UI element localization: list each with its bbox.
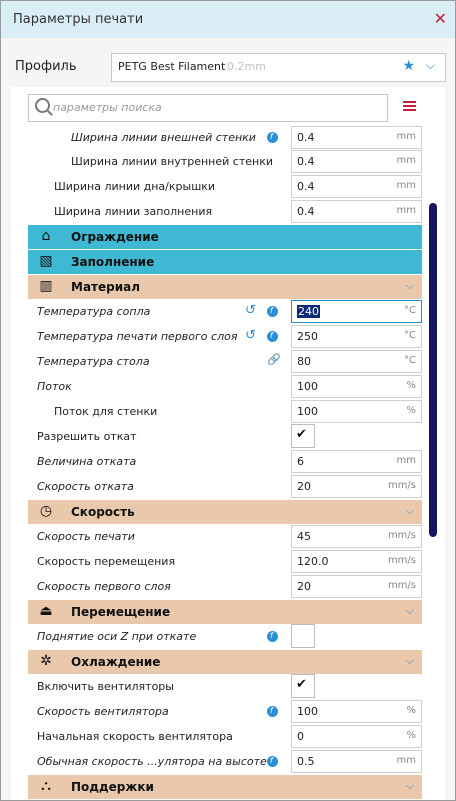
list-item [28,749,422,774]
formula-icon[interactable]: f [267,756,278,767]
search-input[interactable] [28,94,388,122]
profile-select[interactable] [111,53,446,82]
profile-name: PETG Best Filament [118,60,226,73]
setting-label: Температура печати первого слоя [37,330,238,343]
list-item [28,699,422,724]
setting-input[interactable]: 0.4 mm [291,200,422,223]
list-item [28,374,422,399]
settings-panel [11,87,445,800]
setting-label: Скорость первого слоя [37,580,171,593]
travel-icon: ⏏ [39,603,53,619]
list-item [28,349,422,374]
reset-icon[interactable]: ↺ [245,328,256,343]
chevron-down-icon[interactable]: ⌵ [405,279,414,292]
check-icon: ✔ [296,427,307,442]
setting-label: Поток [37,380,72,393]
setting-input[interactable]: 100 % [291,375,422,398]
list-item [28,324,422,349]
chevron-down-icon[interactable]: ⌵ [425,58,435,72]
star-icon[interactable]: ★ [402,58,415,74]
setting-label: Поднятие оси Z при откате [37,630,197,643]
nozzle-temp-input[interactable]: 240 °C [291,300,422,323]
list-item [28,724,422,749]
section-material[interactable] [28,275,422,299]
setting-label: Скорость перемещения [37,555,176,568]
speed-icon: ◷ [39,503,53,519]
section-title: Материал [71,280,141,294]
setting-input[interactable]: 0.5 mm [291,750,422,773]
section-infill[interactable] [28,250,422,274]
setting-label: Скорость отката [37,480,134,493]
section-title: Охлаждение [71,655,161,669]
setting-input[interactable]: 0.4 mm [291,150,422,173]
setting-label: Ширина линии дна/крышки [54,180,216,193]
chevron-down-icon[interactable]: ⌵ [405,604,414,617]
section-title: Ограждение [71,230,159,244]
list-item [28,549,422,574]
section-travel[interactable] [28,600,422,624]
list-item [28,674,422,699]
list-item [28,574,422,599]
list-item [28,624,422,649]
setting-label: Ширина линии заполнения [54,205,213,218]
window-title: Параметры печати [13,12,144,27]
close-icon[interactable]: ✕ [433,9,447,28]
setting-label: Температура стола [37,355,150,368]
search-placeholder: параметры поиска [53,101,162,114]
setting-label: Включить вентиляторы [37,680,174,693]
list-item [28,199,422,224]
section-speed[interactable] [28,500,422,524]
list-item [28,174,422,199]
list-item [28,299,422,324]
setting-label: Ширина линии внешней стенки [71,131,256,144]
section-title: Заполнение [71,255,155,269]
section-supports[interactable] [28,775,422,799]
section-walls[interactable] [28,225,422,249]
setting-label: Обычная скорость ...улятора на высоте [37,755,267,768]
setting-input[interactable]: 45 mm/s [291,525,422,548]
setting-input[interactable]: 100 % [291,400,422,423]
setting-label: Скорость вентилятора [37,705,169,718]
retraction-checkbox[interactable] [291,424,315,448]
setting-input[interactable]: 20 mm/s [291,575,422,598]
setting-input[interactable]: 120.0 mm/s [291,550,422,573]
formula-icon[interactable]: f [267,631,278,642]
chevron-down-icon[interactable]: ⌵ [405,654,414,667]
list-item [28,149,422,174]
setting-input[interactable]: 6 mm [291,450,422,473]
setting-input[interactable]: 20 mm/s [291,475,422,498]
chevron-down-icon[interactable]: ⌵ [405,504,414,517]
section-title: Скорость [71,505,135,519]
supports-icon: ⛬ [41,778,51,794]
section-cooling[interactable] [28,650,422,674]
menu-icon[interactable] [403,101,416,112]
setting-input[interactable]: 100 % [291,700,422,723]
title-bar [1,1,455,38]
link-icon[interactable]: 🔗 [267,353,281,366]
infill-icon: ▧ [39,253,53,269]
list-item [28,524,422,549]
list-item [28,424,422,449]
setting-label: Начальная скорость вентилятора [37,730,233,743]
formula-icon[interactable]: f [267,706,278,717]
setting-input[interactable]: 0 % [291,725,422,748]
setting-label: Разрешить откат [37,430,137,443]
z-hop-checkbox[interactable] [291,624,315,648]
setting-label: Температура сопла [37,305,151,318]
scrollbar[interactable] [429,203,437,537]
list-item [28,399,422,424]
setting-input[interactable]: 0.4 mm [291,175,422,198]
fan-icon: ✲ [40,653,52,669]
walls-icon: ⌂ [41,228,51,244]
list-item [28,474,422,499]
setting-label: Величина отката [37,455,137,468]
setting-input[interactable]: 250 °C [291,325,422,348]
setting-label: Скорость печати [37,530,135,543]
setting-label: Ширина линии внутренней стенки [71,155,273,168]
search-icon [35,98,50,113]
chevron-down-icon[interactable]: ⌵ [405,779,414,792]
list-item [28,449,422,474]
setting-input[interactable]: 0.4 mm [291,126,422,149]
profile-label: Профиль [15,59,77,74]
fans-checkbox[interactable] [291,674,315,698]
setting-label: Поток для стенки [54,405,158,418]
material-icon: ▥ [39,278,53,294]
profile-layer: 0.2mm [227,60,266,73]
setting-input[interactable]: 80 °C [291,350,422,373]
formula-icon[interactable]: f [267,331,278,342]
check-icon: ✔ [296,677,307,692]
list-item [28,125,422,150]
formula-icon[interactable]: f [267,306,278,317]
reset-icon[interactable]: ↺ [245,303,256,318]
formula-icon[interactable]: f [267,132,278,143]
section-title: Перемещение [71,605,171,619]
section-title: Поддержки [71,780,154,794]
